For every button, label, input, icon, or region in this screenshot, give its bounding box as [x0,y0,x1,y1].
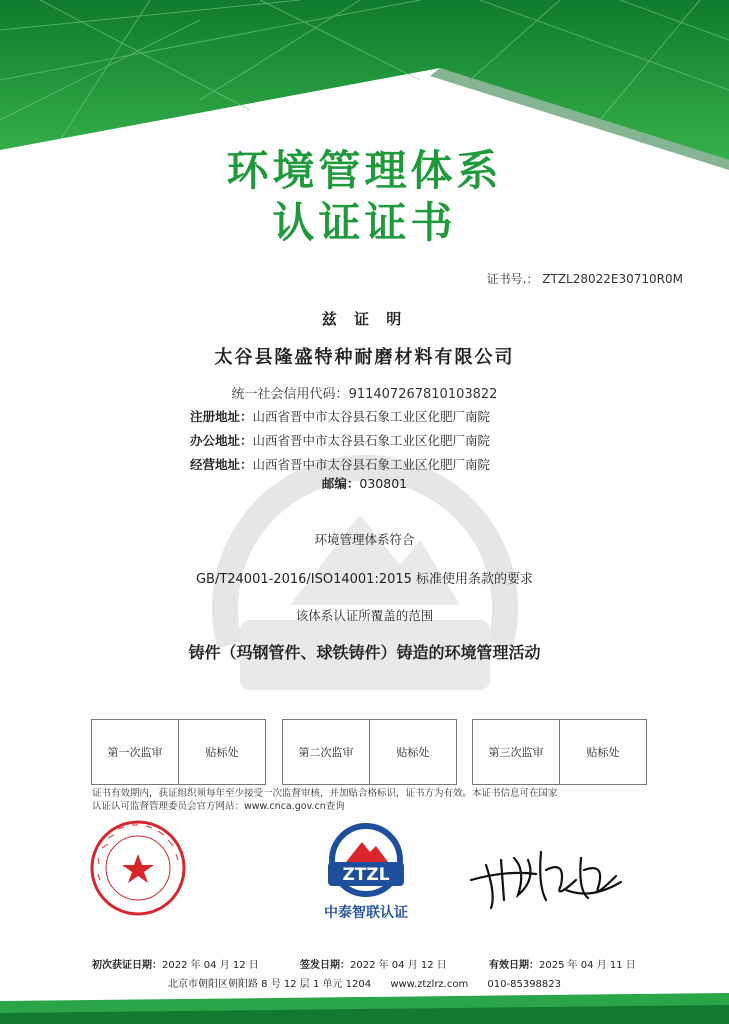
logo-text: ZTZL [342,865,390,885]
business-address [190,455,490,473]
signature-icon [466,840,626,910]
expiry-value: 2025 年 04 月 11 日 [539,960,636,971]
issue-date [300,956,447,971]
audit-box-3 [472,719,647,785]
expiry-date [489,956,636,971]
audit-stamp-area-3: 贴标处 [586,746,620,759]
issue-label: 签发日期： [300,960,350,971]
audit-label-3: 第三次监审 [473,720,560,784]
logo-name: 中泰智联认证 [324,905,408,921]
certificate-title-line2: 认证证书 [272,198,457,247]
notice-line-1: 证书有效期内，获证组织须每年至少接受一次监督审核，并加贴合格标识，证书方为有效。本证书信息可在国家 [92,788,558,799]
certification-scope: 铸件（玛钢管件、球铁铸件）铸造的环境管理活动 [188,643,541,662]
audit-stamp-area-1: 贴标处 [205,746,239,759]
postal-code-label: 邮编： [321,476,360,491]
postal-code-value: 030801 [359,476,408,491]
first-issue-value: 2022 年 04 月 12 日 [162,960,259,971]
office-address-value: 山西省晋中市太谷县石象工业区化肥厂南院 [252,433,491,448]
standard-statement: GB/T24001-2016/ISO14001:2015 标准使用条款的要求 [195,572,534,587]
expiry-label: 有效日期： [489,960,539,971]
office-address [190,431,490,449]
notice-line-2: 认证认可监督管理委员会官方网站：www.cnca.gov.cn查询 [92,801,345,812]
cert-no-label: 证书号.： [486,272,539,286]
credit-code [0,383,729,402]
audit-box-1 [91,719,266,785]
audit-stamp-area-2: 贴标处 [396,746,430,759]
bottom-green-band [0,993,729,1024]
registered-address-label: 注册地址： [190,409,253,424]
credit-code-label: 统一社会信用代码： [231,387,349,402]
business-address-label: 经营地址： [190,457,253,472]
ztzl-logo [316,822,416,922]
certificate-number [487,270,683,287]
ztzl-emblem-icon [316,822,416,900]
footer-phone: 010-85398823 [487,979,561,990]
footer-contact [0,975,729,990]
office-address-label: 办公地址： [190,433,253,448]
certificate-title-line1: 环境管理体系 [226,146,503,195]
issue-value: 2022 年 04 月 12 日 [350,960,447,971]
scope-label: 该体系认证所覆盖的范围 [295,608,434,623]
footer-address: 北京市朝阳区朝阳路 8 号 12 层 1 单元 1204 [167,979,372,990]
surveillance-audit-boxes [91,719,647,785]
hereby-certify: 兹 证 明 [321,310,408,328]
footer-website: www.ztzlrz.com [390,979,469,990]
audit-box-2 [282,719,457,785]
company-name: 太谷县隆盛特种耐磨材料有限公司 [214,347,515,368]
cert-no-value: ZTZL28022E30710R0M [542,272,683,286]
registered-address-value: 山西省晋中市太谷县石象工业区化肥厂南院 [252,409,491,424]
first-issue-label: 初次获证日期： [92,960,162,971]
registered-address [190,407,490,425]
audit-label-1: 第一次监审 [92,720,179,784]
audit-label-2: 第二次监审 [283,720,370,784]
credit-code-value: 911407267810103822 [348,387,498,402]
first-issue-date [92,956,259,971]
validity-notice [92,787,652,813]
business-address-value: 山西省晋中市太谷县石象工业区化肥厂南院 [252,457,491,472]
red-seal-icon [88,818,188,918]
conformity-statement: 环境管理体系符合 [314,532,415,547]
postal-code [0,474,729,492]
